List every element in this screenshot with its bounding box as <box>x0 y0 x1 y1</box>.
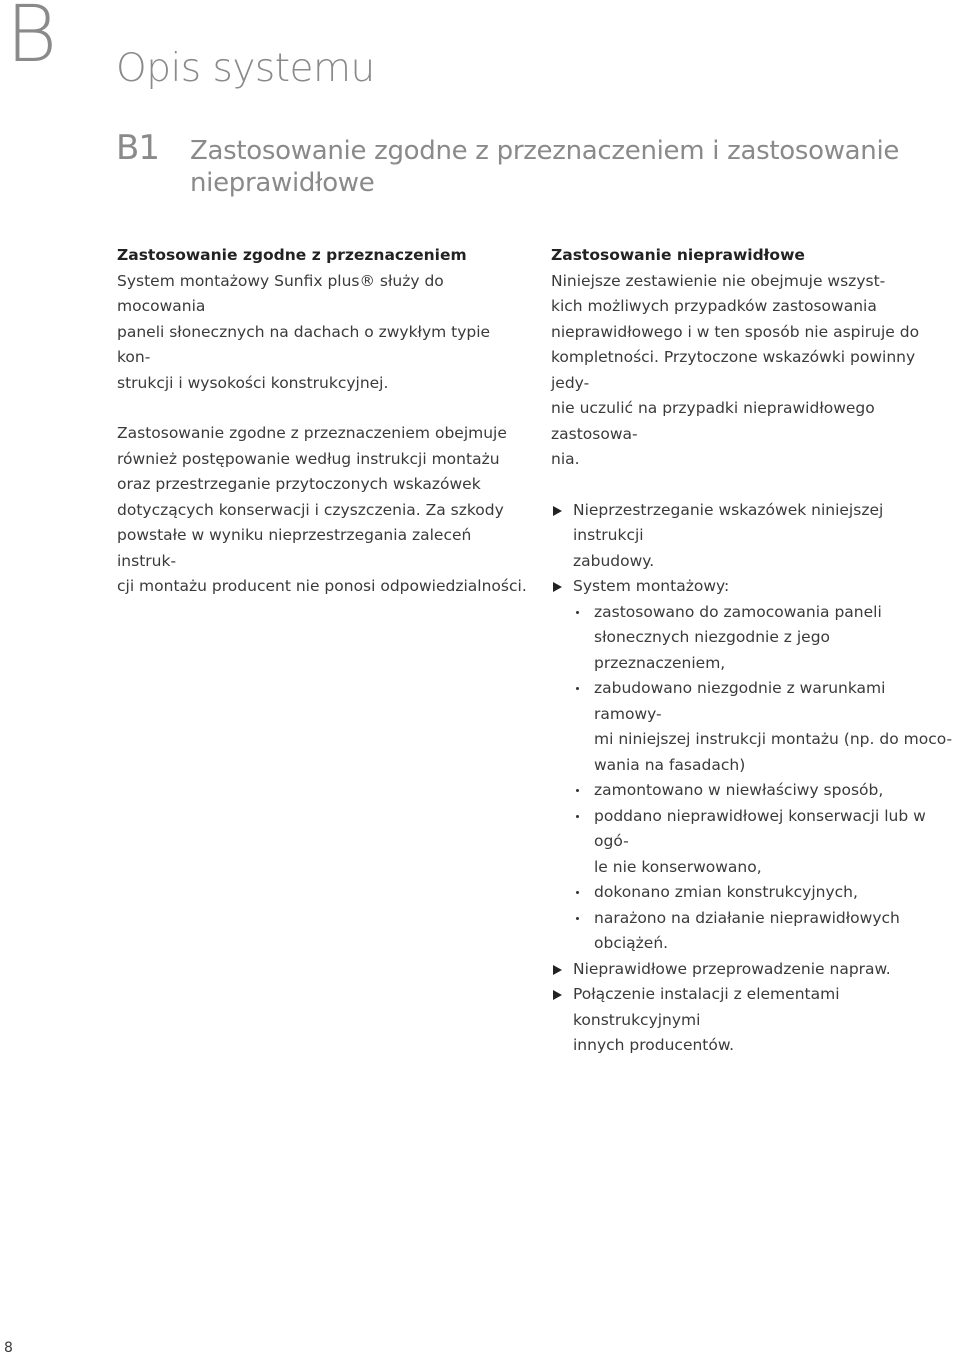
section-title-line: Zastosowanie zgodne z przeznaczeniem i zastosowanie <box>190 136 900 166</box>
intended-use-heading: Zastosowanie zgodne z przeznaczeniem <box>117 246 467 264</box>
sub-list-item <box>573 880 956 906</box>
text-line: Połączenie instalacji z elementami konstrukcyjnymi <box>573 985 840 1029</box>
text-line: le nie konserwowano, <box>594 857 762 876</box>
intended-use-paragraph-1 <box>117 269 527 397</box>
sub-list-item <box>573 804 956 881</box>
text-line: paneli słonecznych na dachach o zwykłym typie kon- <box>117 322 491 366</box>
text-line: kompletności. Przytoczone wskazówki powinny jedy- <box>551 348 916 392</box>
text-line: słonecznych niezgodnie z jego przeznaczeniem, <box>594 628 831 672</box>
arrow-bullet-icon <box>553 506 562 516</box>
text-line: zamontowano w niewłaściwy sposób, <box>594 781 884 799</box>
list-item <box>551 982 956 1059</box>
text-line: dokonano zmian konstrukcyjnych, <box>594 883 858 901</box>
right-column <box>551 243 956 1059</box>
sub-list <box>573 600 956 957</box>
sub-list-item <box>573 676 956 778</box>
sub-list-item <box>573 906 956 957</box>
text-line: również postępowanie według instrukcji montażu <box>117 449 500 468</box>
text-line: narażono na działanie nieprawidłowych <box>594 908 900 927</box>
misuse-list <box>551 498 956 1059</box>
text-line: nie uczulić na przypadki nieprawidłowego zastosowa- <box>551 399 875 443</box>
text-line: poddano nieprawidłowej konserwacji lub w ogó- <box>594 806 926 850</box>
chapter-letter: B <box>6 0 58 80</box>
text-line: mi niniejszej instrukcji montażu (np. do moco- <box>594 730 953 748</box>
dot-bullet-icon <box>576 917 579 920</box>
text-line: wania na fasadach) <box>594 755 746 774</box>
text-line: zastosowano do zamocowania paneli <box>594 602 882 621</box>
arrow-bullet-icon <box>553 990 562 1000</box>
intended-use-paragraph-2 <box>117 421 527 600</box>
text-line: Nieprawidłowe przeprowadzenie napraw. <box>573 959 891 978</box>
text-line: strukcji i wysokości konstrukcyjnej. <box>117 373 389 392</box>
text-line: cji montażu producent nie ponosi odpowiedzialności. <box>117 577 527 595</box>
dot-bullet-icon <box>576 815 579 818</box>
arrow-bullet-icon <box>553 965 562 975</box>
page-number: 8 <box>4 1340 13 1356</box>
text-line: Niniejsze zestawienie nie obejmuje wszyst- <box>551 271 886 290</box>
list-item <box>551 957 956 983</box>
arrow-bullet-icon <box>553 582 562 592</box>
text-line: zabudowano niezgodnie z warunkami ramowy- <box>594 679 886 723</box>
section-title <box>190 135 910 199</box>
sub-list-item <box>573 778 956 804</box>
text-line: Zastosowanie zgodne z przeznaczeniem obejmuje <box>117 424 507 442</box>
dot-bullet-icon <box>576 789 579 792</box>
list-item <box>551 574 956 957</box>
text-line: kich możliwych przypadków zastosowania <box>551 297 877 315</box>
text-line: System montażowy: <box>573 577 730 595</box>
dot-bullet-icon <box>576 891 579 894</box>
text-line: dotyczących konserwacji i czyszczenia. Za szkody <box>117 500 504 519</box>
list-item <box>551 498 956 575</box>
text-line: zabudowy. <box>573 551 655 570</box>
misuse-heading: Zastosowanie nieprawidłowe <box>551 246 805 264</box>
text-line: powstałe w wyniku nieprzestrzegania zaleceń instruk- <box>117 526 472 570</box>
text-line: obciążeń. <box>594 934 669 952</box>
dot-bullet-icon <box>576 611 579 614</box>
chapter-title: Opis systemu <box>116 46 375 91</box>
text-line: innych producentów. <box>573 1036 735 1054</box>
text-line: System montażowy Sunfix plus® służy do mocowania <box>117 271 444 315</box>
text-line: oraz przestrzeganie przytoczonych wskazówek <box>117 475 481 493</box>
text-line: nieprawidłowego i w ten sposób nie aspiruje do <box>551 322 920 341</box>
text-line: nia. <box>551 450 580 468</box>
dot-bullet-icon <box>576 687 579 690</box>
sub-list-item <box>573 600 956 677</box>
section-number: B1 <box>116 128 159 168</box>
left-column <box>117 243 527 600</box>
misuse-intro <box>551 269 956 473</box>
section-title-line: nieprawidłowe <box>190 168 375 198</box>
text-line: Nieprzestrzeganie wskazówek niniejszej instrukcji <box>573 500 884 544</box>
